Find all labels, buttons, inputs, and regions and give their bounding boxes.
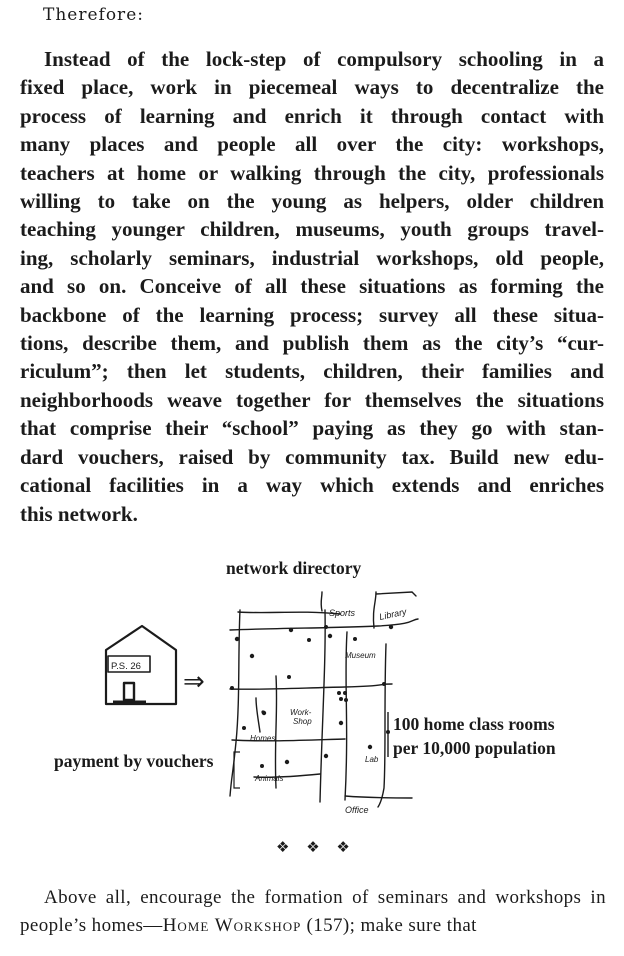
network-nodes (230, 625, 393, 768)
label-homes: Homes (250, 734, 276, 743)
diagram-title: network directory (226, 558, 362, 578)
solution-paragraph (20, 45, 604, 528)
paragraph-line: teachers at home or walking through the city, professionals (20, 160, 604, 185)
next-paragraph (20, 884, 606, 940)
label-workshop-1: Work- (290, 708, 312, 717)
right-caption-line1: 100 home class rooms (393, 714, 555, 734)
paragraph-line: Instead of the lock-step of compulsory schooling in a (44, 47, 604, 71)
therefore-heading: Therefore: (43, 5, 144, 25)
paragraph-line: this network. (20, 501, 138, 526)
label-museum: Museum (345, 651, 376, 660)
paragraph-line: dard vouchers, raised by community tax. Build new edu- (20, 444, 604, 469)
right-caption-line2: per 10,000 population (393, 738, 556, 758)
pattern-reference[interactable]: Home Workshop (162, 915, 302, 936)
school-sign: P.S. 26 (111, 661, 141, 672)
label-lab: Lab (365, 755, 379, 764)
footer-text-after: (157); make sure that (301, 915, 477, 936)
paragraph-line: ing, scholarly seminars, industrial workshops, old people, (20, 245, 604, 270)
label-library: Library (378, 606, 408, 622)
paragraph-line: many places and people all over the city: workshops, (20, 132, 604, 157)
paragraph-line: teaching younger children, museums, youth groups travel- (20, 217, 604, 242)
paragraph-line: tions, describe them, and publish them as the city’s “cur- (20, 331, 604, 356)
paragraph-line: process of learning and enrich it through contact with (20, 103, 604, 128)
paragraph-line: cational facilities in a way which extends and enriches (20, 473, 604, 498)
arrow-icon: ⇒ (183, 667, 205, 697)
label-office: Office (345, 805, 369, 815)
section-separator: ❖ ❖ ❖ (276, 838, 356, 856)
paragraph-line: riculum”; then let students, children, their families and (20, 359, 604, 384)
network-diagram (0, 552, 624, 872)
label-animals: Animals (255, 774, 284, 783)
label-workshop-2: Shop (293, 717, 312, 726)
label-sports: Sports (329, 608, 356, 618)
paragraph-line: willing to take on the young as helpers, older children (20, 189, 604, 214)
footer-text-before: Above all, encourage the formation of seminars and workshops in people’s homes— (20, 887, 606, 936)
paragraph-line: that comprise their “school” paying as they go with stan- (20, 416, 604, 441)
paragraph-line: backbone of the learning process; survey all these situa- (20, 302, 604, 327)
left-caption: payment by vouchers (54, 751, 214, 771)
paragraph-line: fixed place, work in piecemeal ways to decentralize the (20, 75, 604, 100)
paragraph-line: neighborhoods weave together for themselves the situations (20, 387, 604, 412)
paragraph-line: and so on. Conceive of all these situations as forming the (20, 274, 604, 299)
